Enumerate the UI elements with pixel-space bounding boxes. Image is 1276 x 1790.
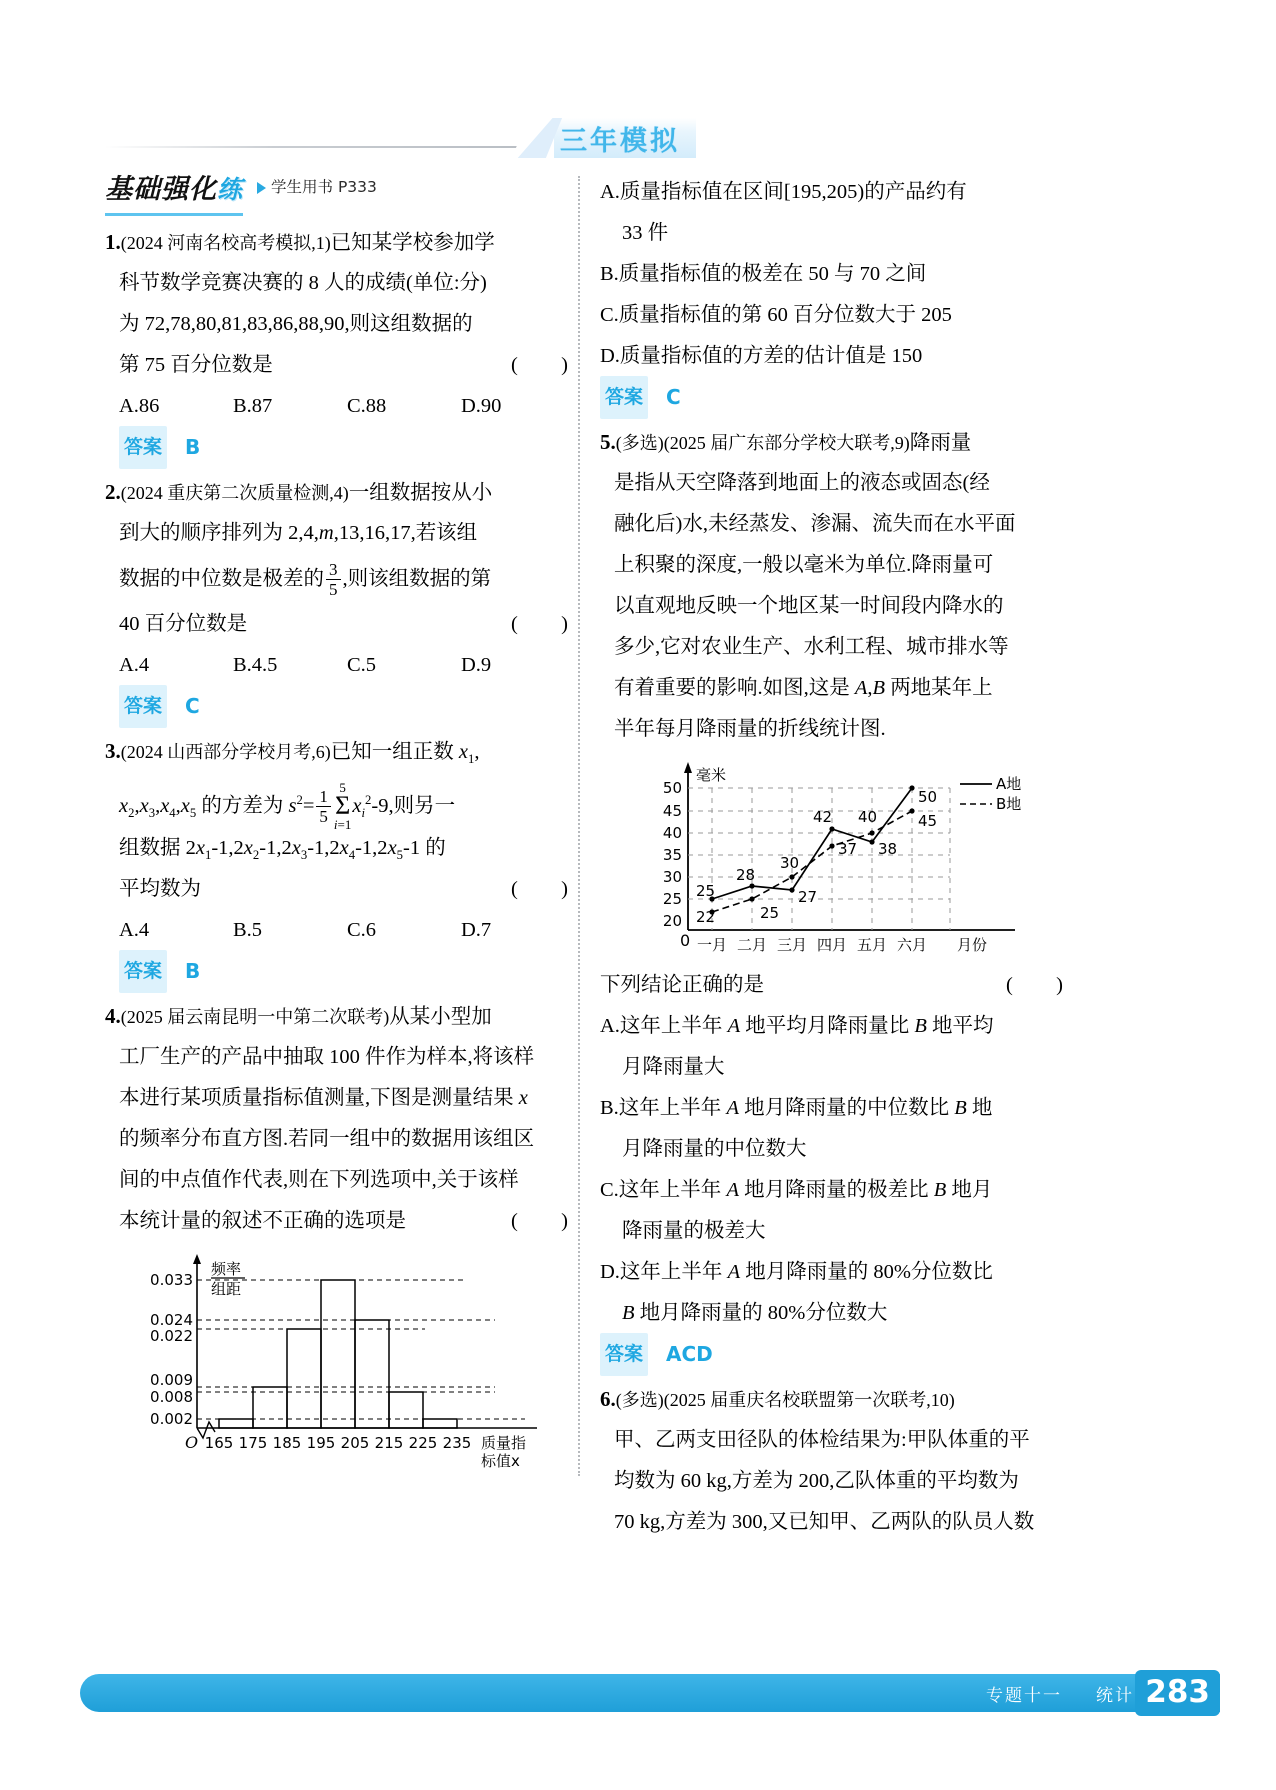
triangle-icon (257, 182, 266, 194)
question-2-line-1 (105, 472, 575, 513)
question-6-line-1 (600, 1379, 1070, 1420)
linechart-y-ticks (663, 779, 682, 930)
question-5-prompt (600, 965, 1070, 1006)
histogram-ytick-0009: 0.009 (150, 1371, 193, 1389)
histogram-xtick-205: 205 (340, 1434, 370, 1452)
banner-title: 三年模拟 (560, 125, 680, 157)
fraction-three-fifths (326, 560, 341, 599)
page-footer (0, 1668, 1276, 1712)
question-2-number: 2. (105, 480, 121, 504)
question-6 (600, 1379, 1070, 1543)
question-1-line-4 (105, 345, 575, 386)
question-6-line-4: 70 kg,方差为 300,又已知甲、乙两队的队员人数 (614, 1511, 1035, 1533)
linechart-xtick-apr: 四月 (816, 936, 848, 954)
linechart-y-arrow (684, 762, 692, 773)
question-4-line-2: 工厂生产的产品中抽取 100 件作为样本,将该样 (119, 1046, 535, 1068)
label-b-4: 37 (838, 840, 858, 858)
histogram-x-ticks (205, 1434, 472, 1452)
label-b-2: 25 (760, 904, 780, 922)
linechart-origin-label: 0 (680, 931, 691, 950)
question-3-line-1: 3.(2024 山西部分学校月考,6)已知一组正数 $x_1$, (105, 739, 480, 767)
question-2-answer-label: 答案 (119, 685, 167, 728)
histogram-xtick-215: 215 (374, 1434, 404, 1452)
question-3-option-a[interactable]: A.4 (119, 919, 150, 941)
question-1-option-a[interactable]: A.86 (119, 395, 160, 417)
question-4-options (600, 172, 1070, 418)
question-4-text-6: 本统计量的叙述不正确的选项是 (119, 1210, 406, 1232)
question-4-source: (2025 届云南昆明一中第二次联考) (120, 1007, 390, 1027)
question-5-option-d-line1[interactable]: D.这年上半年 A 地月降雨量的 80%分位数比 (600, 1261, 993, 1283)
question-3-number: 3. (105, 739, 121, 763)
histogram-bar-205-215 (355, 1320, 389, 1428)
linechart-h-gridlines (688, 788, 950, 899)
histogram-xtick-175: 175 (238, 1434, 268, 1452)
question-4-line-1 (105, 996, 575, 1037)
legend-label-a: A地 (996, 775, 1022, 793)
page-number: 283 (1135, 1670, 1220, 1716)
question-5-text-1: 降雨量 (909, 432, 972, 454)
question-4 (105, 996, 575, 1472)
section-title (105, 169, 243, 216)
question-5-option-b-line1[interactable]: B.这年上半年 A 地月降雨量的中位数比 B 地 (600, 1097, 993, 1119)
label-b-3: 30 (780, 854, 800, 872)
question-3-answer-blank: ( ) (510, 878, 575, 900)
question-4-text-1: 从某小型加 (389, 1006, 492, 1028)
label-a-4: 42 (813, 808, 833, 826)
histogram-bar-175-185 (253, 1387, 287, 1428)
question-5-line-2: 是指从天空降落到地面上的液态或固态(经 (614, 472, 990, 494)
footer-topic: 专题十一 (986, 1685, 1062, 1706)
question-3-options (105, 910, 575, 951)
label-a-1: 25 (696, 882, 716, 900)
question-3-option-b[interactable]: B.5 (233, 919, 263, 941)
histogram-ytick-0024: 0.024 (150, 1311, 193, 1329)
linechart-xtick-jan: 一月 (696, 936, 728, 954)
question-5-option-a-line1[interactable]: A.这年上半年 A 地平均月降雨量比 B 地平均 (600, 1015, 994, 1037)
column-divider (578, 176, 580, 1476)
section-reference (257, 167, 377, 216)
question-1-option-b[interactable]: B.87 (233, 395, 273, 417)
question-2-answer-blank: ( ) (510, 613, 575, 635)
fraction-one-fifth: $\frac{1}{5}$ (316, 787, 331, 826)
question-3-text-4: 平均数为 (119, 878, 201, 900)
linechart-ytick-40: 40 (662, 824, 682, 842)
question-1-number: 1. (105, 230, 121, 254)
linechart-data-labels (696, 788, 937, 926)
histogram-xtick-225: 225 (408, 1434, 438, 1452)
question-2-text-1: 一组数据按从小 (348, 482, 493, 504)
question-3-line-4 (105, 869, 575, 910)
question-4-answer-blank: ( ) (510, 1210, 575, 1232)
question-6-source: (多选)(2025 届重庆名校联盟第一次联考,10) (615, 1390, 955, 1410)
question-5 (600, 422, 1070, 1375)
linechart-legend (960, 775, 1021, 813)
question-3-answer-value: B (185, 959, 201, 983)
frequency-histogram-svg (125, 1242, 555, 1472)
fraction-numerator: 3 (326, 560, 341, 580)
left-column (105, 172, 575, 1472)
question-1-option-d[interactable]: D.90 (461, 395, 502, 417)
question-1-answer-blank: ( ) (510, 354, 575, 376)
question-5-prompt-text: 下列结论正确的是 (600, 974, 764, 996)
histogram-ylabel-numerator: 频率 (211, 1260, 242, 1278)
question-6-line-2: 甲、乙两支田径队的体检结果为:甲队体重的平 (614, 1429, 1030, 1451)
figure-frequency-histogram (105, 1242, 575, 1472)
legend-label-b: B地 (996, 795, 1022, 813)
question-5-number: 5. (600, 430, 616, 454)
question-2-option-c[interactable]: C.5 (347, 654, 377, 676)
linechart-xtick-jun: 六月 (896, 936, 928, 954)
histogram-bars (219, 1280, 457, 1428)
question-3 (105, 731, 575, 992)
histogram-xtick-195: 195 (306, 1434, 336, 1452)
question-5-answer-value: ACD (666, 1342, 713, 1366)
header-rule (105, 146, 525, 148)
question-2-source: (2024 重庆第二次质量检测,4) (120, 483, 349, 503)
histogram-origin-label: O (185, 1433, 199, 1452)
question-5-line-8: 半年每月降雨量的折线统计图. (614, 718, 886, 740)
linechart-xlabel: 月份 (956, 936, 988, 954)
linechart-ytick-20: 20 (662, 912, 682, 930)
histogram-ytick-0022: 0.022 (150, 1327, 193, 1345)
series-banner (520, 118, 696, 158)
fraction-denominator: 5 (329, 579, 338, 599)
question-5-line-5: 以直观地反映一个地区某一时间段内降水的 (614, 595, 1004, 617)
question-2-line-2: 到大的顺序排列为 2,4,m,13,16,17,若该组 (119, 522, 478, 544)
linechart-ytick-30: 30 (662, 868, 682, 886)
question-1-line-3: 为 72,78,80,81,83,86,88,90,则这组数据的 (119, 313, 473, 335)
question-4-answer-row (600, 377, 1070, 418)
section-reference-label: 学生用书 P333 (271, 178, 377, 196)
question-6-line-3: 均数为 60 kg,方差为 200,乙队体重的平均数为 (614, 1470, 1019, 1492)
histogram-ytick-0033: 0.033 (150, 1271, 193, 1289)
question-4-line-5: 间的中点值作代表,则在下列选项中,关于该样 (119, 1169, 519, 1191)
question-6-number: 6. (600, 1387, 616, 1411)
footer-text (986, 1681, 1134, 1706)
label-b-5: 40 (858, 808, 878, 826)
question-5-option-c-line2[interactable]: 降雨量的极差大 (622, 1220, 766, 1242)
linechart-ytick-50: 50 (662, 779, 682, 797)
label-a-5: 38 (878, 840, 898, 858)
linechart-ytick-35: 35 (662, 846, 682, 864)
question-2-answer-row (105, 686, 575, 727)
question-4-answer-value: C (666, 385, 681, 409)
rainfall-line-chart-svg (620, 750, 1050, 965)
histogram-ytick-0008: 0.008 (150, 1388, 193, 1406)
linechart-ytick-45: 45 (662, 802, 682, 820)
histogram-xlabel-line2: 标值x (481, 1452, 520, 1470)
sigma-operator: 5 Σ i=1 (333, 780, 352, 833)
question-5-line-1 (600, 422, 1070, 463)
question-4-answer-label: 答案 (600, 376, 648, 419)
question-1-line-2: 科节数学竞赛决赛的 8 人的成绩(单位:分) (119, 272, 487, 294)
question-5-line-4: 上积聚的深度,一般以毫米为单位.降雨量可 (614, 554, 994, 576)
question-2-options (105, 645, 575, 686)
histogram-xlabel-line1: 质量指 (481, 1434, 527, 1452)
question-1-option-c[interactable]: C.88 (347, 395, 387, 417)
question-3-line-3: 组数据 $2x_1-1,2x_2-1,2x_3-1,2x_4-1,2x_5-1$ 的 (119, 837, 446, 863)
question-5-option-c-line1[interactable]: C.这年上半年 A 地月降雨量的极差比 B 地月 (600, 1179, 993, 1201)
histogram-y-ticks (150, 1271, 193, 1428)
question-4-number: 4. (105, 1004, 121, 1028)
question-2-option-b[interactable]: B.4.5 (233, 654, 278, 676)
linechart-ytick-25: 25 (662, 890, 682, 908)
right-column (600, 172, 1070, 1543)
question-4-option-b[interactable]: B.质量指标值的极差在 50 与 70 之间 (600, 263, 927, 285)
section-title-main: 基础强化 (105, 174, 217, 205)
footer-subject: 统计 (1096, 1685, 1134, 1706)
question-1-answer-row (105, 427, 575, 468)
question-4-line-4: 的频率分布直方图.若同一组中的数据用该组区 (119, 1128, 535, 1150)
histogram-xtick-185: 185 (272, 1434, 302, 1452)
histogram-y-arrow (193, 1254, 201, 1264)
question-3-source: (2024 山西部分学校月考,6) (120, 742, 331, 762)
question-5-option-b-line2[interactable]: 月降雨量的中位数大 (622, 1138, 807, 1160)
histogram-gridlines (197, 1280, 525, 1419)
question-5-option-a-line2[interactable]: 月降雨量大 (622, 1056, 725, 1078)
label-b-1: 22 (696, 908, 716, 926)
histogram-bar-215-225 (389, 1392, 423, 1428)
question-2-line-4 (105, 604, 575, 645)
question-1-text-4: 第 75 百分位数是 (119, 354, 273, 376)
linechart-ylabel: 毫米 (696, 766, 727, 784)
footer-bar (80, 1674, 1220, 1712)
linechart-xtick-feb: 二月 (736, 936, 768, 954)
question-5-option-d-line2[interactable]: B 地月降雨量的 80%分位数大 (622, 1302, 888, 1324)
question-1 (105, 222, 575, 468)
label-a-2: 28 (736, 866, 756, 884)
label-b-6: 45 (918, 812, 938, 830)
question-4-option-d[interactable]: D.质量指标值的方差的估计值是 150 (600, 345, 923, 367)
histogram-bar-225-235 (423, 1419, 457, 1428)
question-5-answer-row (600, 1334, 1070, 1375)
question-4-line-6 (105, 1201, 575, 1242)
section-header (105, 172, 575, 216)
question-2-option-a[interactable]: A.4 (119, 654, 150, 676)
question-4-option-c[interactable]: C.质量指标值的第 60 百分位数大于 205 (600, 304, 952, 326)
question-4-option-a-line2[interactable]: 33 件 (622, 222, 669, 244)
label-a-6: 50 (918, 788, 938, 806)
question-2-line-3: 数据的中位数是极差的 $\frac{3}{5}$ ,则该组数据的第 (119, 559, 492, 599)
question-4-option-a-line1: A.质量指标值在区间[195,205)的产品约有 (600, 181, 967, 203)
label-a-3: 27 (798, 888, 818, 906)
question-3-option-c[interactable]: C.6 (347, 919, 377, 941)
section-title-accent: 练 (217, 175, 244, 204)
question-1-answer-label: 答案 (119, 426, 167, 469)
histogram-bar-185-195 (287, 1329, 321, 1428)
question-3-answer-label: 答案 (119, 950, 167, 993)
linechart-xtick-mar: 三月 (776, 936, 808, 954)
question-2 (105, 472, 575, 727)
histogram-bar-195-205 (321, 1280, 355, 1428)
histogram-xtick-235: 235 (442, 1434, 472, 1452)
question-1-options (105, 386, 575, 427)
question-5-line-3: 融化后)水,未经蒸发、渗漏、流失而在水平面 (614, 513, 1016, 535)
question-3-line-2: $x_2,x_3,x_4,x_5$ 的方差为 $s^2=$ $\frac{1}{5}$ 5 Σ i=1 $x_i^2-9$,则另一 (119, 780, 456, 833)
linechart-xtick-may: 五月 (856, 936, 888, 954)
question-4-line-3: 本进行某项质量指标值测量,下图是测量结果 x (119, 1087, 528, 1109)
question-5-source: (多选)(2025 届广东部分学校大联考,9) (615, 433, 910, 453)
question-1-line-1 (105, 222, 575, 263)
question-1-text-1: 已知某学校参加学 (330, 232, 495, 254)
banner-body (554, 118, 696, 158)
question-1-answer-value: B (185, 435, 201, 459)
question-2-text-4: 40 百分位数是 (119, 613, 248, 635)
figure-rainfall-line-chart (600, 750, 1070, 965)
histogram-ylabel-denominator: 组距 (211, 1280, 242, 1298)
question-2-option-d[interactable]: D.9 (461, 654, 492, 676)
question-1-source: (2024 河南名校高考模拟,1) (120, 233, 331, 253)
question-5-answer-blank: ( ) (1005, 974, 1070, 996)
histogram-bar-165-175 (219, 1419, 253, 1428)
question-5-answer-label: 答案 (600, 1333, 648, 1376)
question-2-answer-value: C (185, 694, 200, 718)
question-5-line-6: 多少,它对农业生产、水利工程、城市排水等 (614, 636, 1009, 658)
question-5-line-7: 有着重要的影响.如图,这是 A,B 两地某年上 (614, 677, 993, 699)
question-3-option-d[interactable]: D.7 (461, 919, 492, 941)
histogram-ytick-0002: 0.002 (150, 1410, 193, 1428)
linechart-x-ticks (697, 936, 987, 954)
histogram-xtick-165: 165 (204, 1434, 234, 1452)
question-3-answer-row (105, 951, 575, 992)
